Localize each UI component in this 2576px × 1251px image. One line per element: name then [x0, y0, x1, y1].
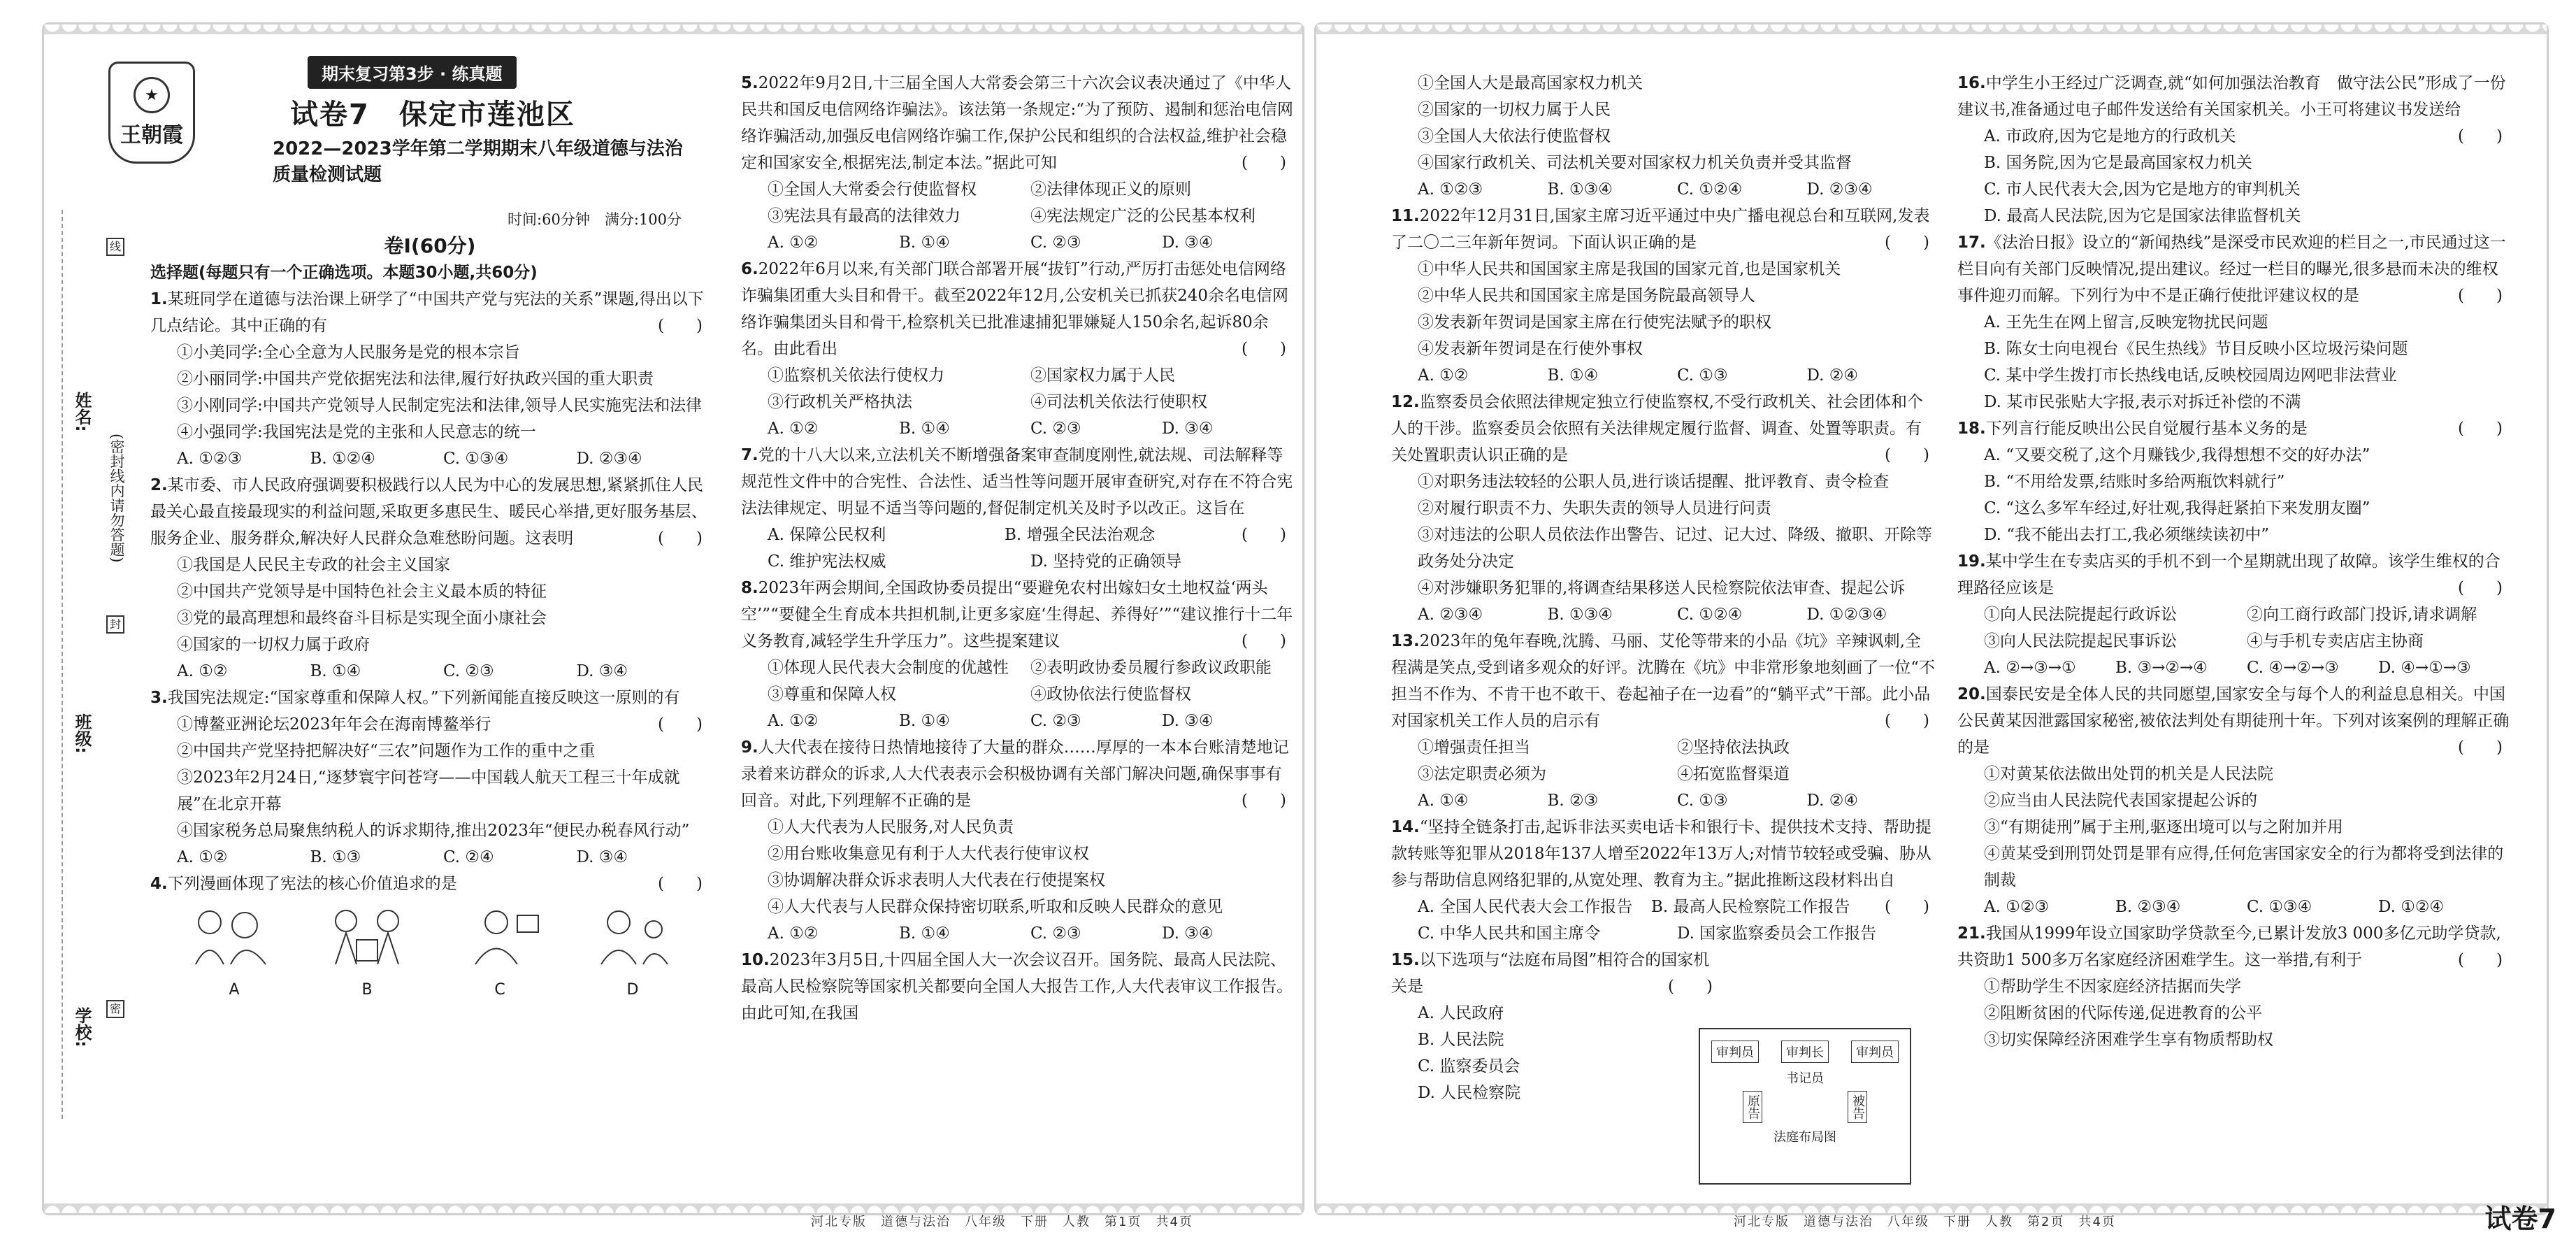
- option: ④小强同学:我国宪法是党的主张和人民意志的统一: [177, 423, 536, 441]
- option: B. ①③④: [1547, 180, 1613, 199]
- option: A. ②③④: [1418, 606, 1483, 624]
- column-3: [1391, 70, 1936, 1106]
- option: ④发表新年贺词是在行使外事权: [1418, 340, 1643, 358]
- question-number: 17.: [1957, 234, 1986, 252]
- option: ③宪法具有最高的法律效力: [768, 207, 960, 225]
- answer-paren[interactable]: ( ): [1885, 446, 1929, 464]
- option: A. 保障公民权利: [768, 526, 886, 544]
- question-number: 12.: [1391, 393, 1420, 411]
- option: ①我国是人民民主专政的社会主义国家: [177, 556, 450, 574]
- option: ②中国共产党领导是中国特色社会主义最本质的特征: [177, 582, 547, 601]
- option: D. ③④: [576, 848, 628, 866]
- option: B. ②③④: [2115, 898, 2181, 916]
- question-number: 6.: [741, 260, 758, 278]
- option: B. 增强全民法治观念: [1005, 526, 1156, 544]
- option: D. ②④: [1806, 792, 1858, 810]
- option: A. 王先生在网上留言,反映宠物扰民问题: [1984, 313, 2268, 331]
- option: ②对履行职责不力、失职失责的领导人员进行问责: [1418, 499, 1771, 517]
- option: ①向人民法院提起行政诉讼: [1984, 606, 2177, 624]
- question-text: 我国从1999年设立国家助学贷款至今,已累计发放3 000多亿元助学贷款,共资助1 500多万名家庭经济困难学生。这一举措,有利于: [1957, 924, 2501, 969]
- question: [150, 472, 710, 552]
- option: ③切实保障经济困难学生享有物质帮助权: [1984, 1031, 2273, 1049]
- option: C. ②③: [1030, 712, 1081, 730]
- comic-a-icon: [182, 901, 287, 968]
- option: ①中华人民共和国国家主席是我国的国家元首,也是国家机关: [1418, 260, 1841, 278]
- question-text: 《法治日报》设立的“新闻热线”是深受市民欢迎的栏目之一,市民通过这一栏目向有关部门反映情况,提出建议。经过一栏目的曝光,很多悬而未决的维权事件迎刃而解。下列行为中不是正确行使批评建议权的是: [1957, 234, 2506, 305]
- question: [150, 871, 710, 897]
- answer-paren[interactable]: ( ): [1885, 712, 1929, 730]
- question-text: 下列漫画体现了宪法的核心价值追求的是: [167, 875, 457, 893]
- option: ④国家的一切权力属于政府: [177, 636, 370, 654]
- binding-mark-secret: 密: [106, 1000, 124, 1018]
- question: [1957, 681, 2510, 761]
- option: C. 市人民代表大会,因为它是地方的审判机关: [1984, 180, 2301, 199]
- question-number: 5.: [741, 74, 758, 92]
- option: ②表明政协委员履行参政议政职能: [1030, 659, 1272, 677]
- binding-dashed-line: [62, 210, 63, 1119]
- option: ③协调解决群众诉求表明人大代表在行使提案权: [768, 871, 1105, 889]
- answer-paren[interactable]: ( ): [1668, 978, 1713, 996]
- option: B. ①④: [899, 924, 950, 943]
- question-text: 2022年6月以来,有关部门联合部署开展“拔钉”行动,严厉打击惩处电信网络诈骗集团重大头目和骨干。截至2022年12月,公安机关已抓获240余名电信网络诈骗集团头目和骨干,检察机关已批准逮捕犯罪嫌疑人150余名,起诉80余名。由此看出: [741, 260, 1289, 358]
- options-row: [1391, 894, 1885, 920]
- question: [1957, 548, 2510, 601]
- options-row: [1957, 655, 2510, 681]
- court-caption: 法庭布局图: [1773, 1130, 1836, 1145]
- option: D. 最高人民法院,因为它是国家法律监督机关: [1984, 207, 2301, 225]
- options-row: [1391, 761, 1936, 787]
- option: C. ①③④: [2247, 898, 2312, 916]
- question: [741, 575, 1293, 655]
- option: ④与手机专卖店店主协商: [2247, 632, 2424, 650]
- option: A. ①②: [768, 420, 819, 438]
- plaintiff: 原告: [1743, 1091, 1762, 1123]
- options-row: [1957, 894, 2510, 920]
- comic-b-icon: [315, 901, 419, 968]
- question-text: 2023年3月5日,十四届全国人大一次会议召开。国务院、最高人民法院、最高人民检察院等国家机关都要向全国人大报告工作,人大代表审议工作报告。由此可知,在我国: [741, 951, 1293, 1022]
- option: A. ①②: [768, 712, 819, 730]
- options-row: [741, 176, 1293, 203]
- answer-paren[interactable]: ( ): [1242, 340, 1286, 358]
- option: B. ①②④: [310, 450, 375, 468]
- footer-left: 河北专版 道德与法治 八年级 下册 人教 第1页 共4页: [811, 1215, 1193, 1229]
- option: D. “我不能出去打工,我必须继续读初中”: [1984, 526, 2270, 544]
- question-number: 11.: [1391, 207, 1420, 225]
- binding-note: (密封线内请勿答题): [108, 434, 125, 563]
- question-text: 2022年12月31日,国家主席习近平通过中央广播电视总台和互联网,发表了二〇二三年新年贺词。下面认识正确的是: [1391, 207, 1930, 252]
- question: [741, 70, 1293, 176]
- option: ①体现人民代表大会制度的优越性: [768, 659, 1009, 677]
- options-row: [741, 389, 1293, 415]
- column-2: [741, 70, 1293, 1027]
- option: D. 国家监察委员会工作报告: [1677, 924, 1877, 943]
- question: [1391, 947, 1720, 1000]
- answer-paren[interactable]: ( ): [658, 715, 703, 734]
- question-number: 20.: [1957, 685, 1986, 703]
- answer-paren[interactable]: ( ): [1242, 632, 1286, 650]
- question: [1957, 229, 2510, 309]
- question: [1957, 920, 2510, 973]
- comic-c-label: C: [494, 981, 505, 999]
- question: [1391, 203, 1936, 256]
- option: D. ③④: [1162, 234, 1214, 252]
- option: ②用台账收集意见有利于人大代表行使审议权: [768, 845, 1089, 863]
- question: [150, 286, 710, 339]
- question-text: 2023年的兔年春晚,沈腾、马丽、艾伦等带来的小品《坑》辛辣讽刺,全程满是笑点,受到诸多观众的好评。沈腾在《坑》中非常形象地刻画了一位“不担当不作为、不肯干也不敢干、卷起袖子在一边看”的“躺平式”干部。此小品对国家机关工作人员的启示有: [1391, 632, 1936, 730]
- option: ③行政机关严格执法: [768, 393, 912, 411]
- options-row: [741, 362, 1293, 389]
- option: D. 某市民张贴大字报,表示对拆迁补偿的不满: [1984, 393, 2301, 411]
- option: B. 最高人民检察院工作报告: [1651, 898, 1850, 916]
- option: ②坚持依法执政: [1677, 738, 1790, 757]
- answer-paren[interactable]: ( ): [2458, 738, 2503, 757]
- option: C. ①②④: [1677, 180, 1743, 199]
- option: C. ②③: [443, 662, 494, 680]
- option: ①对黄某依法做出处罚的机关是人民法院: [1984, 765, 2273, 783]
- options-row: [741, 203, 1293, 229]
- crest-icon: ★: [134, 77, 170, 113]
- question-text: 人大代表在接待日热情地接待了大量的群众……厚厚的一本本台账清楚地记录着来访群众的诉求,人大代表表示会积极协调有关部门解决问题,确保事事有回音。对此,下列理解不正确的是: [741, 738, 1289, 810]
- option: C. ①③④: [443, 450, 509, 468]
- question-number: 7.: [741, 446, 758, 464]
- option: A. ①②: [1418, 366, 1469, 385]
- option: ②国家权力属于人民: [1030, 366, 1175, 385]
- question-number: 15.: [1391, 951, 1420, 969]
- class-label: 班级:: [72, 713, 92, 754]
- question-text: 2023年两会期间,全国政协委员提出“要避免农村出嫁妇女土地权益‘两头空’”“要健全生育成本共担机制,让更多家庭‘生得起、养得好’”“建议推行十二年义务教育,减轻学生升学压力”。这些提案建议: [741, 579, 1293, 650]
- answer-paren[interactable]: ( ): [1242, 792, 1286, 810]
- option: ①博鳌亚洲论坛2023年年会在海南博鳌举行: [177, 715, 491, 734]
- option: A. ②→③→①: [1984, 659, 2076, 677]
- question-number: 10.: [741, 951, 770, 969]
- question-text: 某班同学在道德与法治课上研学了“中国共产党与宪法的关系”课题,得出以下几点结论。其中正确的有: [150, 290, 704, 335]
- option: C. ②③: [1030, 924, 1081, 943]
- options-row: [150, 658, 710, 685]
- options-row: [741, 655, 1293, 681]
- option: ④政协依法行使监督权: [1030, 685, 1191, 703]
- options-row: [150, 844, 710, 871]
- question-text: 某市委、市人民政府强调要积极践行以人民为中心的发展思想,紧紧抓住人民最关心最直接最现实的利益问题,采取更多惠民生、暖民心举措,更好服务基层、服务企业、服务群众,解决好人民群众急难愁盼问题。这表明: [150, 476, 707, 548]
- option: A. ①②③: [177, 450, 243, 468]
- answer-paren[interactable]: ( ): [1885, 234, 1929, 252]
- option: B. “不用给发票,结账时多给两瓶饮料就行”: [1984, 473, 2285, 491]
- question: [741, 947, 1293, 1027]
- answer-paren[interactable]: ( ): [1885, 898, 1929, 916]
- option: B. ③→②→④: [2115, 659, 2208, 677]
- comic-a-label: A: [229, 981, 240, 999]
- comics-row: [150, 901, 710, 1003]
- option: A. ①②③: [1418, 180, 1483, 199]
- options-row: [1391, 601, 1936, 628]
- options-row: [741, 522, 1242, 548]
- judge-left: 审判员: [1711, 1041, 1759, 1063]
- option: B. ①③: [310, 848, 361, 866]
- option: ③向人民法院提起民事诉讼: [1984, 632, 2177, 650]
- option: ②小丽同学:中国共产党依据宪法和法律,履行好执政兴国的重大职责: [177, 370, 654, 388]
- brand-logo: [108, 62, 195, 164]
- option: ④国家税务总局聚焦纳税人的诉求期待,推出2023年“便民办税春风行动”: [177, 822, 690, 840]
- paper-subtitle: 2022—2023学年第二学期期末八年级道德与法治质量检测试题: [273, 138, 683, 185]
- option: C. ①③: [1677, 366, 1728, 385]
- options-row: [1957, 601, 2510, 628]
- column-4: [1957, 70, 2510, 1053]
- option: ③全国人大依法行使监督权: [1418, 127, 1611, 145]
- options-row: [1391, 176, 1936, 203]
- option: B. ①④: [899, 712, 950, 730]
- option: A. ①④: [1418, 792, 1469, 810]
- question: [1391, 628, 1936, 734]
- answer-paren[interactable]: ( ): [2458, 579, 2503, 597]
- question-text: 某中学生在专卖店买的手机不到一个星期就出现了故障。该学生维权的合理路径应该是: [1957, 552, 2501, 597]
- question-number: 4.: [150, 875, 168, 893]
- option: ④拓宽监督渠道: [1677, 765, 1790, 783]
- question-text: 中学生小王经过广泛调查,就“如何加强法治教育 做守法公民”形成了一份建议书,准备通过电子邮件发送给有关国家机关。小王可将建议书发送给: [1957, 74, 2506, 119]
- option: ④黄某受到刑罚处罚是罪有应得,任何危害国家安全的行为都将受到法律的制裁: [1984, 845, 2504, 889]
- option: ④人大代表与人民群众保持密切联系,听取和反映人民群众的意见: [768, 898, 1223, 916]
- option: ④宪法规定广泛的公民基本权利: [1030, 207, 1255, 225]
- option: D. ③④: [1162, 420, 1214, 438]
- option: ④司法机关依法行使职权: [1030, 393, 1207, 411]
- option: ①对职务违法较轻的公职人员,进行谈话提醒、批评教育、责令检查: [1418, 473, 1890, 491]
- step-banner: 期末复习第3步 · 练真题: [308, 56, 517, 89]
- question-number: 2.: [150, 476, 168, 494]
- option: ①全国人大是最高国家权力机关: [1418, 74, 1643, 92]
- option: B. 国务院,因为它是最高国家权力机关: [1984, 154, 2252, 172]
- options-row: [1391, 920, 1936, 947]
- option: ③对违法的公职人员依法作出警告、记过、记大过、降级、撤职、开除等政务处分决定: [1418, 526, 1932, 571]
- question: [741, 256, 1293, 362]
- option: ④对涉嫌职务犯罪的,将调查结果移送人民检察院依法审查、提起公诉: [1418, 579, 1906, 597]
- question-number: 3.: [150, 689, 168, 707]
- option: B. ①③④: [1547, 606, 1613, 624]
- option: ①帮助学生不因家庭经济拮据而失学: [1984, 978, 2241, 996]
- question: [741, 734, 1293, 814]
- binding-mark-seal: 封: [106, 615, 124, 634]
- comic-d-label: D: [626, 981, 639, 999]
- name-label: 姓名:: [72, 392, 92, 432]
- option: A. “又要交税了,这个月赚钱少,我得想想不交的好办法”: [1984, 446, 2370, 464]
- option: D. ①②④: [2378, 898, 2445, 916]
- answer-paren[interactable]: ( ): [2458, 287, 2503, 305]
- judge-right: 审判员: [1851, 1041, 1899, 1063]
- option: D. ②④: [1806, 366, 1858, 385]
- option: ③党的最高理想和最终奋斗目标是实现全面小康社会: [177, 609, 547, 627]
- time-info: 时间:60分钟 满分:100分: [508, 211, 682, 228]
- section-title: 卷Ⅰ(60分): [384, 234, 476, 257]
- question-number: 9.: [741, 738, 758, 757]
- option: C. ②③: [1030, 420, 1081, 438]
- option: C. 监察委员会: [1418, 1057, 1520, 1075]
- option: D. 人民检察院: [1418, 1084, 1521, 1102]
- option: C. ①③: [1677, 792, 1728, 810]
- option: C. 维护宪法权威: [768, 552, 886, 571]
- question-number: 18.: [1957, 420, 1986, 438]
- option: C. ②③: [1030, 234, 1081, 252]
- option: ②中华人民共和国国家主席是国务院最高领导人: [1418, 287, 1755, 305]
- logo-brand: 王朝霞: [120, 123, 183, 148]
- option: ①增强责任担当: [1418, 738, 1530, 757]
- answer-paren[interactable]: ( ): [658, 529, 703, 548]
- option: C. 中华人民共和国主席令: [1418, 924, 1601, 943]
- answer-paren[interactable]: ( ): [2458, 127, 2503, 145]
- question-text: 以下选项与“法庭布局图”相符合的国家机关是: [1391, 951, 1710, 996]
- option: D. 坚持党的正确领导: [1030, 552, 1182, 571]
- options-row: [1391, 787, 1936, 814]
- option: A. 全国人民代表大会工作报告: [1418, 898, 1633, 916]
- comic-d-icon: [580, 901, 685, 968]
- footer-right: 河北专版 道德与法治 八年级 下册 人教 第2页 共4页: [1734, 1215, 2116, 1229]
- defendant: 被告: [1848, 1091, 1867, 1123]
- options-row: [1957, 628, 2510, 655]
- option: B. ②③: [1547, 792, 1599, 810]
- column-1: [150, 206, 710, 1003]
- question-text: 党的十八大以来,立法机关不断增强备案审查制度刚性,就法规、司法解释等规范性文件中的合宪性、合法性、适当性等问题开展审查研究,对存在不符合宪法法律规定、明显不适当等问题的,督促制定机关及时予以改正。这旨在: [741, 446, 1293, 517]
- options-row: [1391, 362, 1936, 389]
- paper-number: 试卷7: [2484, 1203, 2556, 1234]
- option: ②阻断贫困的代际传递,促进教育的公平: [1984, 1004, 2263, 1022]
- option: ②法律体现正义的原则: [1030, 180, 1191, 199]
- section-instruction: 选择题(每题只有一个正确选项。本题30小题,共60分): [150, 264, 538, 282]
- clerk: 书记员: [1786, 1071, 1824, 1086]
- comic-c: [444, 901, 556, 1003]
- options-row: [741, 920, 1293, 947]
- comic-b: [311, 901, 423, 1003]
- question-text: 国泰民安是全体人民的共同愿望,国家安全与每个人的利益息息相关。中国公民黄某因泄露国家秘密,被依法判处有期徒刑十年。下列对该案例的理解正确的是: [1957, 685, 2510, 757]
- chief-judge: 审判长: [1781, 1041, 1829, 1063]
- question-number: 19.: [1957, 552, 1986, 571]
- court-layout-diagram: [1699, 1028, 1911, 1185]
- answer-paren[interactable]: ( ): [1242, 526, 1286, 544]
- option: ②国家的一切权力属于人民: [1418, 101, 1611, 119]
- option: ①全国人大常委会行使监督权: [768, 180, 977, 199]
- option: ④国家行政机关、司法机关要对国家权力机关负责并受其监督: [1418, 154, 1852, 172]
- binding-mark-line: 线: [106, 238, 124, 256]
- option: A. 人民政府: [1418, 1004, 1504, 1022]
- option: B. 人民法院: [1418, 1031, 1504, 1049]
- options-row: [741, 229, 1293, 256]
- option: A. ①②③: [1984, 898, 2050, 916]
- option: ①监察机关依法行使权力: [768, 366, 944, 385]
- option: D. ③④: [1162, 712, 1214, 730]
- question-number: 1.: [150, 290, 168, 308]
- option: D. ①②③④: [1806, 606, 1887, 624]
- options-row: [1391, 734, 1936, 761]
- option: B. 陈女士向电视台《民生热线》节目反映小区垃圾污染问题: [1984, 340, 2408, 358]
- options-row: [150, 445, 710, 472]
- question: [1957, 415, 2510, 442]
- option: B. ①④: [899, 234, 950, 252]
- school-label: 学校:: [72, 1007, 92, 1048]
- option: ②应当由人民法院代表国家提起公诉的: [1984, 792, 2257, 810]
- option: ②向工商行政部门投诉,请求调解: [2247, 606, 2477, 624]
- option: B. ①④: [1547, 366, 1599, 385]
- option: C. ②④: [443, 848, 494, 866]
- option: C. 某中学生拨打市长热线电话,反映校园周边网吧非法营业: [1984, 366, 2397, 385]
- option: ①人大代表为人民服务,对人民负责: [768, 818, 1014, 836]
- question: [1391, 389, 1936, 469]
- option: ①小美同学:全心全意为人民服务是党的根本宗旨: [177, 343, 520, 362]
- option: D. ③④: [576, 662, 628, 680]
- option: D. ④→①→③: [2378, 659, 2471, 677]
- option: A. ①②: [177, 662, 228, 680]
- answer-paren[interactable]: ( ): [2458, 951, 2503, 969]
- options-row: [741, 415, 1293, 442]
- option: ③法定职责必须为: [1418, 765, 1546, 783]
- option: C. ④→②→③: [2247, 659, 2339, 677]
- option: ③2023年2月24日,“逐梦寰宇问苍穹——中国载人航天工程三十年成就展”在北京开幕: [177, 769, 680, 813]
- options-row: [741, 548, 1293, 575]
- option: B. ①④: [310, 662, 361, 680]
- answer-paren[interactable]: ( ): [2458, 420, 2503, 438]
- paper-header: [108, 56, 696, 203]
- option: ③“有期徒刑”属于主刑,驱逐出境可以与之附加并用: [1984, 818, 2343, 836]
- answer-paren[interactable]: ( ): [658, 875, 703, 893]
- question-text: 2022年9月2日,十三届全国人大常委会第三十六次会议表决通过了《中华人民共和国反电信网络诈骗法》。该法第一条规定:“为了预防、遏制和惩治电信网络诈骗活动,加强反电信网络诈骗工作,保护公民和组织的合法权益,维护社会稳定和国家安全,根据宪法,制定本法。”据此可知: [741, 74, 1294, 172]
- options-row: [741, 681, 1293, 708]
- option: ②中国共产党坚持把解决好“三农”问题作为工作的重中之重: [177, 742, 596, 760]
- question-text: 监察委员会依照法律规定独立行使监察权,不受行政机关、社会团体和个人的干涉。监察委员会依照有关法律规定履行监督、调查、处置等职责。有关处置职责认识正确的是: [1391, 393, 1924, 464]
- options-row: [741, 708, 1293, 734]
- option: C. “这么多军车经过,好壮观,我得赶紧拍下来发朋友圈”: [1984, 499, 2370, 517]
- comic-d: [577, 901, 689, 1003]
- question-text: 我国宪法规定:“国家尊重和保障人权。”下列新闻能直接反映这一原则的有: [167, 689, 680, 707]
- option: A. 市政府,因为它是地方的行政机关: [1984, 127, 2236, 145]
- question-number: 16.: [1957, 74, 1986, 92]
- option: D. ②③④: [1806, 180, 1873, 199]
- comic-c-icon: [447, 901, 552, 968]
- question-number: 14.: [1391, 818, 1420, 836]
- question-number: 13.: [1391, 632, 1420, 650]
- option: D. ③④: [1162, 924, 1214, 943]
- comic-a: [178, 901, 290, 1003]
- answer-paren[interactable]: ( ): [1242, 154, 1286, 172]
- question-text: “坚持全链条打击,起诉非法买卖电话卡和银行卡、提供技术支持、帮助提款转账等犯罪从2018年137人增至2022年13万人;对情节较轻或受骗、胁从参与帮助信息网络犯罪的,从宽处理、教育为主。”据此推断这段材料出自: [1391, 818, 1931, 889]
- answer-paren[interactable]: ( ): [658, 317, 703, 335]
- option: C. ①②④: [1677, 606, 1743, 624]
- question-number: 21.: [1957, 924, 1986, 943]
- question-number: 8.: [741, 579, 758, 597]
- option: ③发表新年贺词是国家主席在行使宪法赋予的职权: [1418, 313, 1771, 331]
- option: D. ②③④: [576, 450, 642, 468]
- question-text: 下列言行能反映出公民自觉履行基本义务的是: [1985, 420, 2308, 438]
- option: A. ①②: [768, 924, 819, 943]
- option: ③小刚同学:中国共产党领导人民制定宪法和法律,领导人民实施宪法和法律: [177, 396, 703, 415]
- paper-title: 试卷7 保定市莲池区: [290, 99, 575, 131]
- comic-b-label: B: [361, 981, 373, 999]
- option: A. ①②: [177, 848, 228, 866]
- option: A. ①②: [768, 234, 819, 252]
- option: B. ①④: [899, 420, 950, 438]
- option: ③尊重和保障人权: [768, 685, 896, 703]
